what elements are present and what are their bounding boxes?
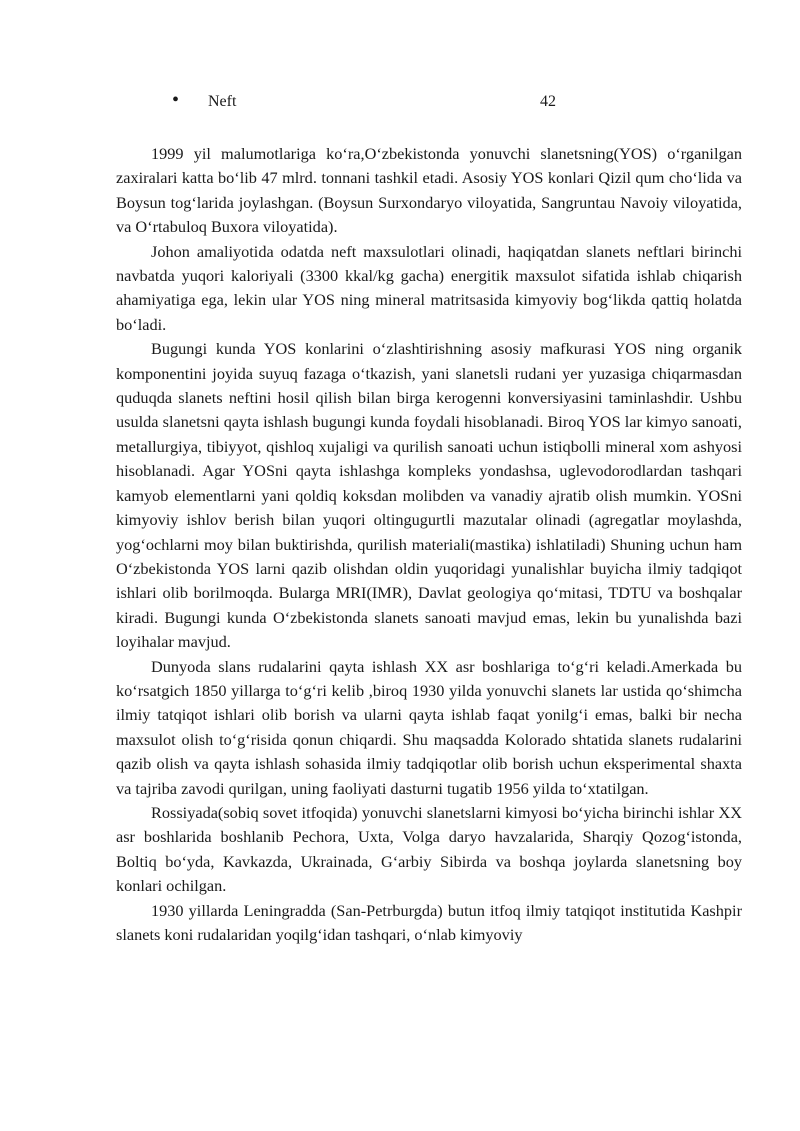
- paragraph: Johon amaliyotida odatda neft maxsulotlari olinadi, haqiqatdan slanets neftlari birinchi navbatda yuqori kaloriyali (3300 kkal/kg gacha) energitik maxsulot sifatida ishlab chiqarish ahamiyatiga ega, lekin ular YOS ning mineral matritsasida kimyoviy bog‘likda qattiq holatda bo‘ladi.: [116, 241, 742, 334]
- paragraph: Dunyoda slans rudalarini qayta ishlash XX asr boshlariga to‘g‘ri keladi.Amerkada bu ko‘rsatgich 1850 yillarga to‘g‘ri kelib ,biroq 1930 yilda yonuvchi slanets lar ustida qo‘shimcha ilmiy tatqiqot ishlari olib borish va ularni qayta ishlab faqat yonilg‘i emas, balki bir necha maxsulot olish to‘g‘risida qonun chiqardi. Shu maqsadda Kolorado shtatida slanets rudalarini qazib olish va qayta ishlash sohasida ilmiy tadqiqotlar olib borish uchun eksperimental shaxta va tajriba zavodi qurilgan, uning faoliyati dasturni tugatib 1956 yilda to‘xtatilgan.: [116, 656, 742, 798]
- paragraph: 1930 yillarda Leningradda (San-Petrburgda) butun itfoq ilmiy tatqiqot institutida Kashpir slanets koni rudalaridan yoqilg‘idan tashqari, o‘nlab kimyoviy: [116, 900, 742, 944]
- paragraph: 1999 yil malumotlariga ko‘ra,O‘zbekistonda yonuvchi slanetsning(YOS) o‘rganilgan zaxiralari katta bo‘lib 47 mlrd. tonnani tashkil etadi. Asosiy YOS konlari Qizil qum cho‘lida va Boysun tog‘larida joylashgan. (Boysun Surxondaryo viloyatida, Sangruntau Navoiy viloyatida, va O‘rtabuloq Buxora viloyatida).: [116, 144, 742, 237]
- page-number: 42: [540, 93, 556, 110]
- paragraph: Rossiyada(sobiq sovet itfoqida) yonuvchi slanetslarni kimyosi bo‘yicha birinchi ishlar XX asr boshlarida boshlanib Pechora, Uxta, Volga daryo havzalarida, Sharqiy Qozog‘istonda, Boltiq bo‘yda, Kavkazda, Ukrainada, G‘arbiy Sibirda va boshqa joylarda slanetsning boy konlari ochilgan.: [116, 802, 742, 896]
- header-title: Neft: [208, 93, 237, 110]
- bullet-icon: •: [172, 89, 180, 111]
- page-header: [172, 90, 572, 114]
- body-text: [116, 142, 742, 947]
- paragraph: Bugungi kunda YOS konlarini o‘zlashtirishning asosiy mafkurasi YOS ning organik komponentini joyida suyuq fazaga o‘tkazish, yani slanetsli rudani yer yuzasiga chiqarmasdan quduqda slanets neftini hosil qilish bilan birga kerogenni konversiyasini taminlashdir. Ushbu usulda slanetsni qayta ishlash bugungi kunda foydali hisoblanadi. Biroq YOS lar kimyo sanoati, metallurgiya, tibiyyot, qishloq xujaligi va qurilish sanoati uchun istiqbolli mineral xom ashyosi hisoblanadi. Agar YOSni qayta ishlashga kompleks yondashsa, uglevodorodlardan tashqari kamyob elementlarni yani qoldiq koksdan molibden va vanadiy ajratib olish mumkin. YOSni kimyoviy ishlov berish bilan yuqori oltingugurtli mazutalar olinadi (agregatlar moylashda, yog‘ochlarni moy bilan buktirishda, qurilish materiali(mastika) ishlatiladi) Shuning uchun ham O‘zbekistonda YOS larni qazib olishdan oldin yuqoridagi yunalishlar buyicha ilmiy tadqiqot ishlari olib borilmoqda. Bularga MRI(IMR), Davlat geologiya qo‘mitasi, TDTU va boshqalar kiradi. Bugungi kunda O‘zbekistonda slanets sanoati mavjud emas, lekin bu yunalishda bazi loyihalar mavjud.: [116, 339, 742, 652]
